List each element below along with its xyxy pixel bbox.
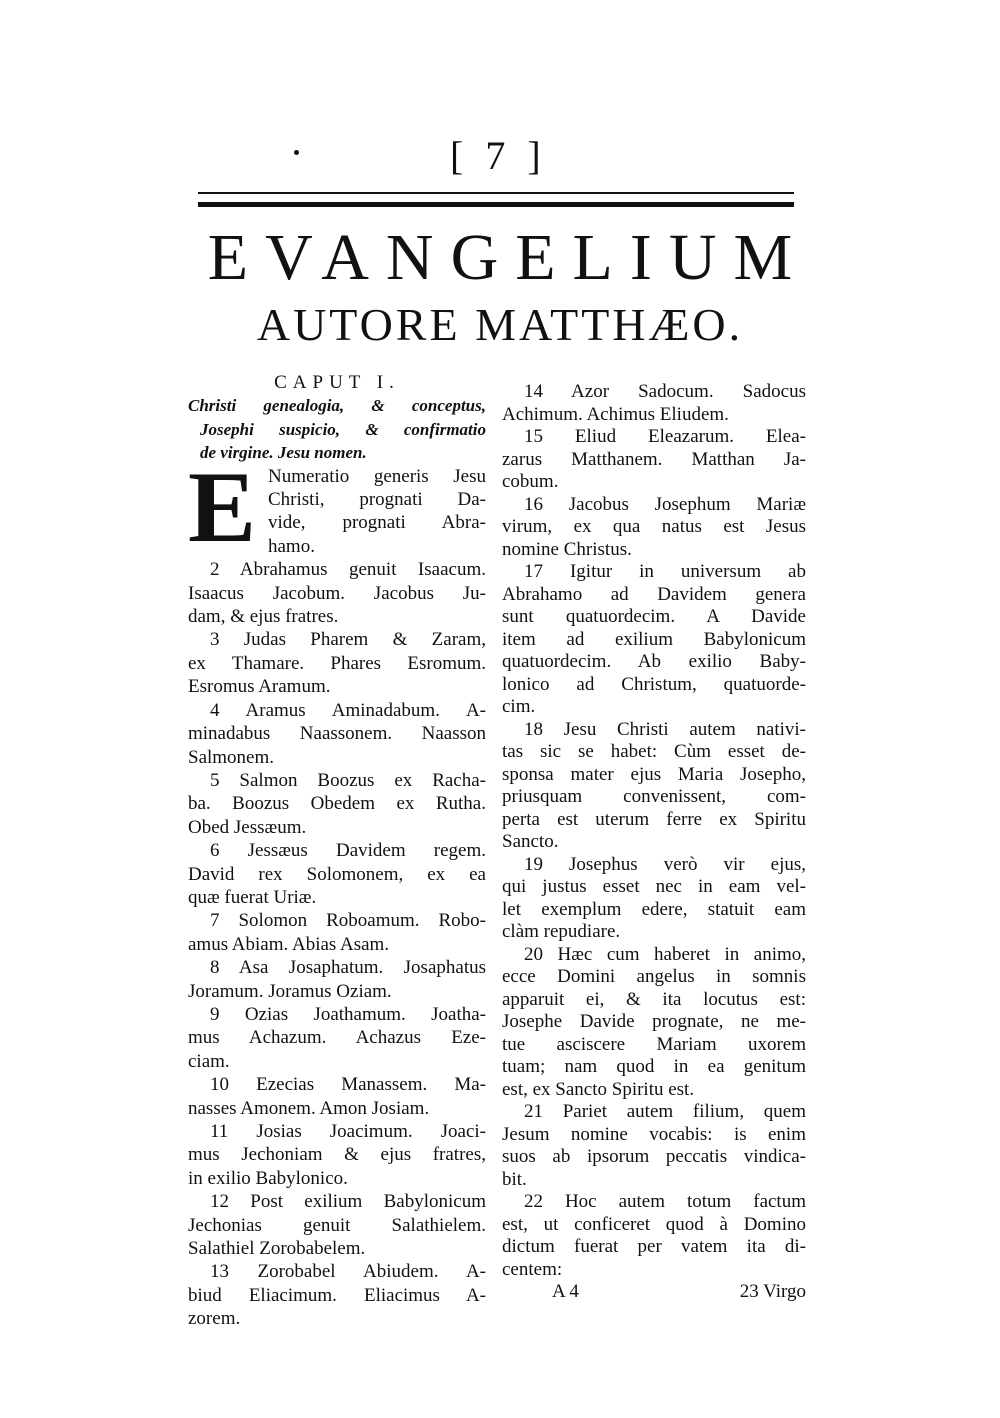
left-verses xyxy=(188,558,486,1330)
verse-paragraph xyxy=(188,769,486,839)
text-line: quatuordecim. Ab exilio Baby- xyxy=(502,651,806,672)
text-line: biud Eliacimum. Eliacimus A- xyxy=(188,1284,486,1306)
page-subtitle: AUTORE MATTHÆO. xyxy=(256,299,744,350)
verse-paragraph xyxy=(188,628,486,698)
text-line: tue asciscere Mariam uxorem xyxy=(502,1033,806,1055)
text-line: Isaacus Jacobum. Jacobus Ju- xyxy=(188,582,486,604)
verse-paragraph xyxy=(188,1190,486,1260)
text-line: 5 Salmon Boozus ex Racha- xyxy=(210,769,486,791)
text-line: est, ex Sancto Spiritu est. xyxy=(502,1078,695,1100)
summary-line: Christi genealogia, & conceptus, xyxy=(188,396,486,416)
text-line: 19 Josephus verò vir ejus, xyxy=(524,853,806,875)
text-line: 18 Jesu Christi autem nativi- xyxy=(524,718,806,740)
text-line: 10 Ezecias Manassem. Ma- xyxy=(210,1074,486,1096)
text-line: nasses Amonem. Amon Josiam. xyxy=(188,1097,430,1119)
text-line: Abrahamo ad Davidem genera xyxy=(502,583,806,605)
text-line: Josephe Davide prognate, ne me- xyxy=(502,1011,806,1032)
text-line: 20 Hæc cum haberet in animo, xyxy=(524,943,806,965)
verse-paragraph xyxy=(502,719,806,854)
page-footer xyxy=(502,1281,806,1304)
catchword: 23 Virgo xyxy=(739,1281,806,1302)
text-line: 21 Pariet autem filium, quem xyxy=(524,1101,806,1122)
text-line: mus Jechoniam & ejus fratres, xyxy=(188,1144,486,1166)
text-line: est, ut conficeret quod à Domino xyxy=(502,1213,806,1235)
verse-paragraph xyxy=(502,381,806,426)
text-line: Joramum. Joramus Oziam. xyxy=(188,980,392,1002)
text-line: David rex Solomonem, ex ea xyxy=(188,863,486,885)
summary-line: de virgine. Jesu nomen. xyxy=(200,443,367,463)
text-line: hamo. xyxy=(268,535,315,557)
verse-paragraph xyxy=(188,909,486,956)
verse-paragraph xyxy=(188,699,486,769)
verse-paragraph xyxy=(502,426,806,494)
text-line: in exilio Babylonico. xyxy=(188,1167,348,1189)
text-line: ex Thamare. Phares Esromum. xyxy=(188,652,486,674)
text-line: 15 Eliud Eleazarum. Elea- xyxy=(524,426,806,447)
text-line: Christi, prognati Da- xyxy=(268,489,486,511)
text-line: 8 Asa Josaphatum. Josaphatus xyxy=(210,957,486,979)
text-line: Jesum nomine vocabis: is enim xyxy=(502,1123,806,1145)
summary-line: Josephi suspicio, & confirmatio xyxy=(200,419,486,439)
text-line: lonico ad Christum, quatuorde- xyxy=(502,673,806,695)
text-line: dictum fuerat per vatem ita di- xyxy=(502,1236,806,1257)
text-line: Salathiel Zorobabelem. xyxy=(188,1238,366,1260)
verse-paragraph xyxy=(188,956,486,1003)
text-line: tuam; nam quod in ea genitum xyxy=(502,1056,806,1077)
signature-mark: A 4 xyxy=(552,1281,579,1302)
verse-paragraph xyxy=(502,561,806,719)
text-line: ciam. xyxy=(188,1050,230,1072)
text-line: Jechonias genuit Salathielem. xyxy=(188,1214,486,1236)
left-column xyxy=(188,371,486,1331)
text-line: Salmonem. xyxy=(188,746,275,768)
text-line: zorem. xyxy=(188,1308,241,1330)
verse-paragraph xyxy=(502,494,806,562)
text-line: 11 Josias Joacimum. Joaci- xyxy=(210,1121,486,1142)
decorative-dot xyxy=(294,150,299,155)
verse-paragraph xyxy=(502,1101,806,1191)
text-line: mus Achazum. Achazus Eze- xyxy=(188,1027,486,1049)
verse-paragraph xyxy=(188,558,486,628)
text-line: 13 Zorobabel Abiudem. A- xyxy=(210,1261,486,1283)
verse-paragraph xyxy=(502,854,806,944)
verse-paragraph xyxy=(502,1191,806,1281)
text-line: 22 Hoc autem totum factum xyxy=(524,1191,806,1212)
text-line: 16 Jacobus Josephum Mariæ xyxy=(524,493,806,515)
text-line: Sancto. xyxy=(502,831,559,852)
text-line: ba. Boozus Obedem ex Rutha. xyxy=(188,793,486,815)
text-line: amus Abiam. Abias Asam. xyxy=(188,933,390,955)
text-line: centem: xyxy=(502,1258,563,1280)
text-line: 4 Aramus Aminadabum. A- xyxy=(210,699,486,721)
text-line: Numeratio generis Jesu xyxy=(268,465,486,487)
text-line: cobum. xyxy=(502,471,559,492)
text-line: 3 Judas Pharem & Zaram, xyxy=(210,629,486,651)
text-line: 7 Solomon Roboamum. Robo- xyxy=(210,910,486,932)
text-line: nomine Christus. xyxy=(502,538,632,560)
verse-paragraph xyxy=(188,839,486,909)
text-line: quæ fuerat Uriæ. xyxy=(188,886,317,908)
text-line: item ad exilium Babylonicum xyxy=(502,628,806,650)
page-number: [ 7 ] xyxy=(450,133,547,178)
verse-paragraph xyxy=(502,944,806,1102)
text-line: perta est uterum ferre ex Spiritu xyxy=(502,808,806,830)
drop-cap: E xyxy=(188,450,257,564)
header-rule-thick xyxy=(198,202,794,207)
text-line: vide, prognati Abra- xyxy=(268,512,486,534)
text-line: 2 Abrahamus genuit Isaacum. xyxy=(210,559,486,581)
text-line: virum, ex qua natus est Jesus xyxy=(502,516,806,537)
chapter-heading: CAPUT I. xyxy=(274,372,400,393)
right-column xyxy=(502,381,806,1304)
text-line: minadabus Naassonem. Naasson xyxy=(188,723,486,745)
text-line: let exemplum edere, statuit eam xyxy=(502,898,806,920)
verse-paragraph xyxy=(188,1120,486,1190)
verse-paragraph xyxy=(188,1260,486,1330)
text-line: cim. xyxy=(502,696,536,717)
text-line: priusquam convenissent, com- xyxy=(502,786,806,807)
text-line: zarus Matthanem. Matthan Ja- xyxy=(502,448,806,470)
verse-paragraph xyxy=(188,1073,486,1120)
text-line: sponsa mater ejus Maria Josepho, xyxy=(502,763,806,785)
page-title: EVANGELIUM xyxy=(207,221,810,294)
header-rule-thin xyxy=(198,192,794,194)
text-line: suos ab ipsorum peccatis vindica- xyxy=(502,1146,806,1167)
text-line: 12 Post exilium Babylonicum xyxy=(210,1191,486,1213)
text-line: 6 Jessæus Davidem regem. xyxy=(210,840,486,862)
text-line: 17 Igitur in universum ab xyxy=(524,561,806,582)
text-line: tas sic se habet: Cùm esset de- xyxy=(502,741,806,762)
text-line: 14 Azor Sadocum. Sadocus xyxy=(524,381,806,402)
text-line: sunt quatuordecim. A Davide xyxy=(502,606,806,627)
text-line: 9 Ozias Joathamum. Joatha- xyxy=(210,1003,486,1025)
right-verses xyxy=(502,381,806,1281)
text-line: clàm repudiare. xyxy=(502,921,621,942)
text-line: Achimum. Achimus Eliudem. xyxy=(502,403,729,425)
text-line: Obed Jessæum. xyxy=(188,816,307,838)
text-line: bit. xyxy=(502,1168,527,1190)
verse-paragraph xyxy=(188,1003,486,1073)
text-line: qui justus esset nec in eam vel- xyxy=(502,876,806,897)
text-line: dam, & ejus fratres. xyxy=(188,606,339,628)
text-line: Esromus Aramum. xyxy=(188,676,331,698)
text-line: apparuit ei, & ita locutus est: xyxy=(502,988,806,1010)
text-line: ecce Domini angelus in somnis xyxy=(502,966,806,987)
